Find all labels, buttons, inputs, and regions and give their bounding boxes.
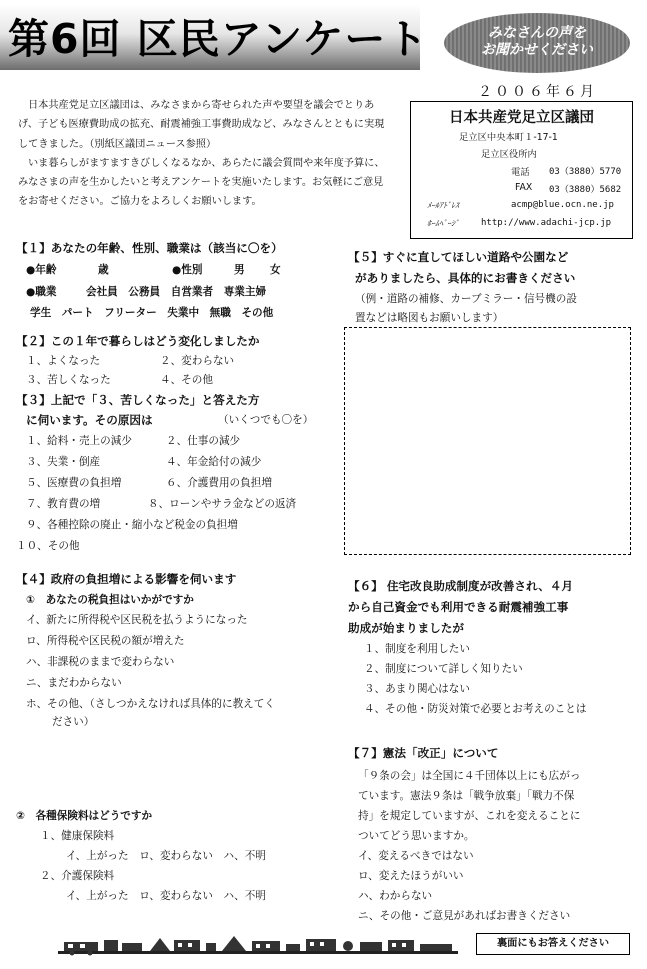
q1-job-label: ●職業 — [26, 286, 57, 298]
q7-option-c: ハ、わからない — [358, 890, 433, 902]
q7-text-3: 持」を規定していますが、これを変えることに — [358, 810, 581, 822]
contact-box — [410, 101, 633, 239]
q4-insurance-1-options: イ、上がった ロ、変わらない ハ、不明 — [66, 850, 266, 862]
email-address: acmp@blue.ocn.ne.jp — [511, 200, 614, 210]
q7-text-2: ています。憲法９条は「戦争放棄」「戦力不保 — [358, 790, 575, 802]
fax-number: 03（3880）5682 — [549, 185, 622, 195]
q6-option-4: ４、その他・防災対策で必要とお考えのことは — [364, 703, 587, 715]
q4-sub-2: ② 各種保険料はどうですか — [16, 810, 153, 822]
q1-male: 男 — [234, 264, 245, 276]
q3-option-7: ７、教育費の増 — [26, 498, 101, 510]
q2-heading: 【２】この１年で暮らしはどう変化しましたか — [16, 334, 260, 348]
q1-female: 女 — [270, 264, 281, 276]
callout-badge — [444, 13, 630, 73]
q4-insurance-1: １、健康保険料 — [40, 830, 115, 842]
q1-sex-label: ●性別 — [172, 264, 203, 276]
q4-option-d: ニ、まだわからない — [26, 677, 122, 689]
q7-option-d: ニ、その他・ご意見があればお書きください — [358, 910, 571, 922]
q3-option-5: ５、医療費の負担増 — [26, 477, 122, 489]
tel-number: 03（3880）5770 — [549, 167, 622, 177]
badge-line-2: お聞かせください — [481, 42, 593, 58]
q5-line-1: 【５】すぐに直してほしい道路や公園など — [348, 250, 569, 264]
q1-age-unit: 歳 — [98, 264, 109, 276]
q1-age-label: ●年齢 — [26, 264, 57, 276]
q4-option-a: イ、新たに所得税や区民税を払うようになった — [26, 614, 248, 626]
q7-option-b: ロ、変えたほうがいい — [358, 870, 464, 882]
q4-option-c: ハ、非課税のままで変わらない — [26, 656, 175, 668]
q2-option-1: １、よくなった — [26, 355, 101, 367]
q3-option-8: ８、ローンやサラ金などの返済 — [148, 498, 297, 510]
intro-paragraph-1: 日本共産党足立区議団は、みなさまから寄せられた声や要望を議会でとりあげ、子ども医療費助成の拡充、耐震補強工事費助成など、みなさんとともに実現してきました。（別紙区議団ニュース参照） — [18, 100, 385, 150]
q4-option-b: ロ、所得税や区民税の額が増えた — [26, 635, 185, 647]
q6-line-1: 【６】 住宅改良助成制度が改善され、４月 — [348, 579, 574, 593]
q3-option-6: ６、介護費用の負担増 — [166, 477, 272, 489]
q4-insurance-2-options: イ、上がった ロ、変わらない ハ、不明 — [66, 890, 266, 902]
q7-text-1: 「９条の会」は全国に４千団体以上にも広がっ — [358, 770, 581, 782]
q5-line-2: がありましたら、具体的にお書きください — [355, 271, 576, 285]
q1-jobs-row-2: 学生 パート フリーター 失業中 無職 その他 — [30, 307, 274, 319]
back-page-note: 裏面にもお答えください — [476, 933, 630, 955]
q3-option-10: １０、その他 — [16, 540, 80, 552]
badge-line-1: みなさんの声を — [488, 25, 586, 41]
q3-option-1: １、給料・売上の減少 — [26, 435, 132, 447]
q3-heading-2: に伺います。その原因は — [26, 413, 153, 427]
q3-option-3: ３、失業・倒産 — [26, 456, 101, 468]
contact-org-name: 日本共産党足立区議団 — [449, 110, 594, 126]
tel-label: 電話 — [511, 167, 530, 178]
q2-option-2: ２、変わらない — [160, 355, 235, 367]
q4-option-e-line-1: ホ、その他、（さしつかえなければ具体的に教えてく — [26, 698, 275, 710]
issue-date: ２００６年６月 — [478, 84, 597, 100]
web-label: ﾎｰﾑﾍﾟｰｼﾞ — [427, 219, 459, 228]
q2-option-3: ３、苦しくなった — [26, 374, 111, 386]
contact-office: 足立区役所内 — [481, 149, 537, 160]
q5-line-3: （例・道路の補修、カーブミラー・信号機の設 — [355, 293, 577, 305]
q4-option-e-line-2: ださい） — [52, 716, 95, 728]
q7-option-a: イ、変えるべきではない — [358, 850, 474, 862]
q3-option-4: ４、年金給付の減少 — [166, 456, 262, 468]
contact-address: 足立区中央本町１-17-1 — [459, 132, 558, 143]
q7-text-4: ついてどう思いますか。 — [358, 830, 475, 842]
q6-line-2: から自己資金でも利用できる耐震補強工事 — [348, 600, 569, 614]
intro-paragraph-2: いま暮らしがますますきびしくなるなか、あらたに議会質問や来年度予算に、みなさまの声を生かしたいと考えアンケートを実施いたします。お気軽にご意見をお寄せください。ご協力をよろしくお願いします。 — [18, 157, 385, 208]
q3-option-2: ２、仕事の減少 — [166, 435, 241, 447]
q6-option-3: ３、あまり関心はない — [364, 683, 470, 695]
q6-line-3: 助成が始まりましたが — [348, 621, 464, 635]
q1-jobs-row-1: 会社員 公務員 自営業者 専業主婦 — [86, 286, 267, 298]
web-url: http://www.adachi-jcp.jp — [481, 218, 612, 228]
intro-text — [18, 96, 390, 212]
page-title: 第6回 区民アンケート — [8, 15, 429, 63]
email-label: ﾒｰﾙｱﾄﾞﾚｽ — [427, 201, 459, 210]
q3-note: （いくつでも〇を） — [218, 414, 314, 426]
q1-heading: 【１】あなたの年齢、性別、職業は（該当に〇を） — [16, 241, 283, 255]
footer-illustration — [58, 934, 458, 956]
q3-heading-1: 【３】上記で「３、苦しくなった」と答えた方 — [16, 393, 260, 407]
q5-answer-box[interactable] — [344, 327, 631, 555]
q4-heading: 【４】政府の負担増による影響を伺います — [16, 572, 237, 586]
q3-option-9: ９、各種控除の廃止・縮小など税金の負担増 — [26, 519, 238, 531]
q2-option-4: ４、その他 — [160, 374, 213, 386]
q6-option-2: ２、制度について詳しく知りたい — [364, 663, 523, 675]
q5-line-4: 置などは略図もお願いします） — [355, 312, 504, 324]
q4-insurance-2: ２、介護保険料 — [40, 870, 115, 882]
q7-heading: 【７】憲法「改正」について — [348, 746, 499, 760]
q4-sub-1: ① あなたの税負担はいかがですか — [26, 594, 194, 606]
q6-option-1: １、制度を利用したい — [364, 643, 470, 655]
fax-label: FAX — [515, 182, 533, 193]
